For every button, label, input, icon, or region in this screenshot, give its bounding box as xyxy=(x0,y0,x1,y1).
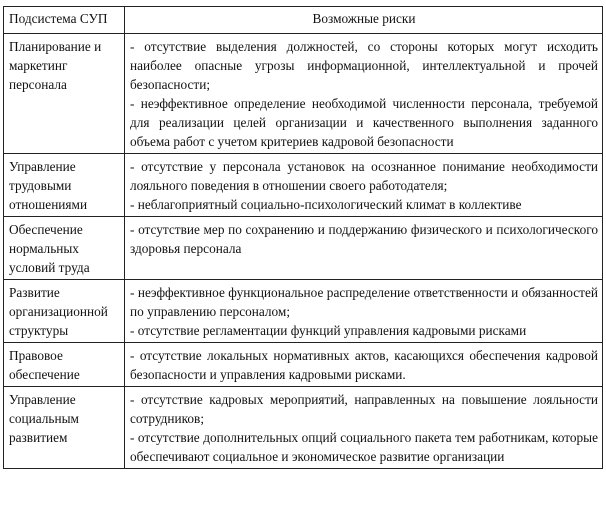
table-row xyxy=(4,280,603,343)
row-subsystem: Правовое обеспечение xyxy=(4,343,125,387)
risk-item: - отсутствие локальных нормативных актов, касающихся обеспечения кадровой безопасности и управления кадровыми рисками. xyxy=(130,348,598,382)
row-risks xyxy=(125,343,603,387)
risk-item: - отсутствие дополнительных опций социального пакета тем работникам, которые обеспечивают социальное и экономическое развитие организации xyxy=(130,430,598,464)
table-header-row xyxy=(4,7,603,34)
row-subsystem: Развитие организационной структуры xyxy=(4,280,125,343)
risk-item: - отсутствие выделения должностей, со стороны которых могут исходить наиболее опасные угрозы информационной, интеллектуальной и прочей безопасности; xyxy=(130,39,598,92)
risk-item: - неэффективное функциональное распределение ответственности и обязанностей по управлению персоналом; xyxy=(130,285,598,319)
table-row xyxy=(4,154,603,217)
row-risks xyxy=(125,217,603,280)
row-risks xyxy=(125,387,603,469)
risk-item: - неблагоприятный социально-психологический климат в коллективе xyxy=(130,197,522,212)
risks-table xyxy=(3,6,603,469)
table-row xyxy=(4,343,603,387)
header-subsystem: Подсистема СУП xyxy=(4,7,125,34)
risk-item: - отсутствие регламентации функций управления кадровыми рисками xyxy=(130,323,527,338)
row-risks xyxy=(125,280,603,343)
row-subsystem: Планирование и маркетинг персонала xyxy=(4,34,125,154)
table-row xyxy=(4,387,603,469)
row-risks xyxy=(125,34,603,154)
risk-item: - отсутствие мер по сохранению и поддержанию физического и психологического здоровья персонала xyxy=(130,222,598,256)
risk-item: - неэффективное определение необходимой численности персонала, требуемой для реализации целей организации и качественного выполнения заданного объема работ с учетом критериев кадровой безопасности xyxy=(130,96,598,149)
risk-item: - отсутствие у персонала установок на осознанное понимание необходимости лояльного поведения в отношении своего работодателя; xyxy=(130,159,598,193)
row-risks xyxy=(125,154,603,217)
header-risks: Возможные риски xyxy=(125,7,603,34)
table-row xyxy=(4,217,603,280)
risk-item: - отсутствие кадровых мероприятий, направленных на повышение лояльности сотрудников; xyxy=(130,392,598,426)
row-subsystem: Управление социальным развитием xyxy=(4,387,125,469)
table-row xyxy=(4,34,603,154)
row-subsystem: Управление трудовыми отношениями xyxy=(4,154,125,217)
row-subsystem: Обеспечение нормальных условий труда xyxy=(4,217,125,280)
